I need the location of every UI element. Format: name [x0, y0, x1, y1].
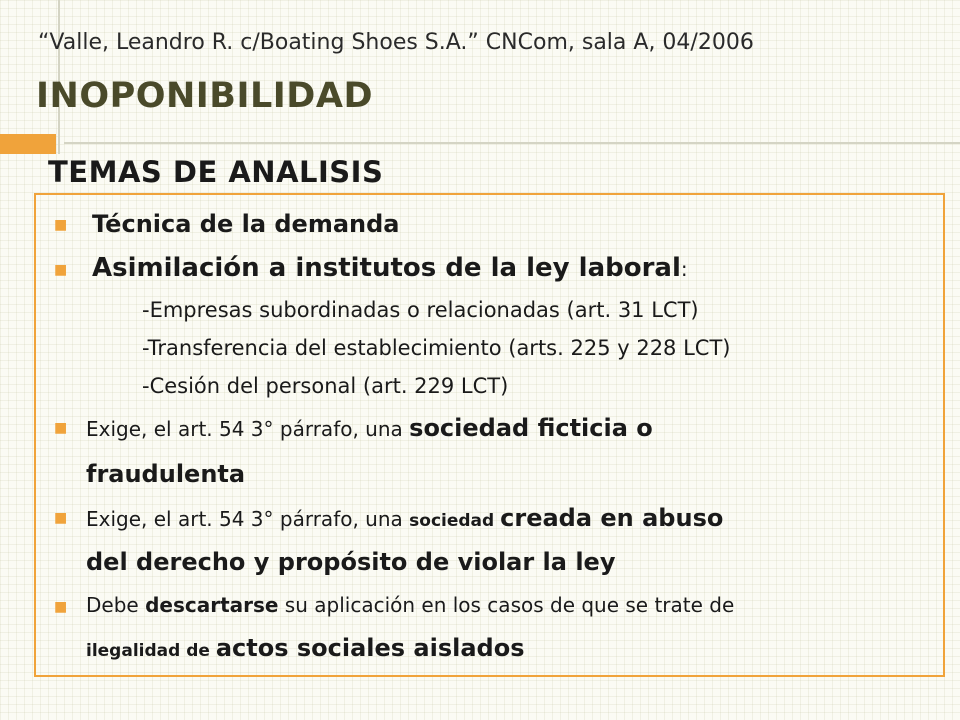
sub-item-empresas: -Empresas subordinadas o relacionadas (art. 31 LCT): [142, 298, 699, 322]
item5-middle: su aplicación en los casos de que se trate de: [278, 593, 735, 617]
item4-line2: del derecho y propósito de violar la ley: [86, 548, 616, 576]
list-item-descartarse: [86, 593, 734, 617]
bullet-icon: ■: [54, 510, 68, 526]
item3-emphasis: sociedad ficticia o: [409, 414, 653, 442]
item4-emphasis: creada en abuso: [500, 504, 724, 532]
item3-line2: fraudulenta: [86, 460, 246, 488]
sub-item-transferencia: -Transferencia del establecimiento (arts. 225 y 228 LCT): [142, 336, 731, 360]
item4-prefix: Exige, el art. 54 3° párrafo, una: [86, 507, 410, 531]
item5-line2: [86, 634, 525, 662]
item5-bold: descartarse: [145, 593, 279, 617]
bullet-icon: ■: [54, 420, 68, 436]
list-item-abuso: [86, 504, 723, 532]
item5-line2-emphasis: actos sociales aislados: [215, 634, 525, 662]
accent-bar: [0, 134, 56, 154]
case-citation: “Valle, Leandro R. c/Boating Shoes S.A.” CNCom, sala A, 04/2006: [38, 30, 754, 55]
section-title: TEMAS DE ANALISIS: [48, 155, 384, 189]
bullet-icon: ■: [54, 262, 68, 278]
list-item-asimilacion-label: Asimilación a institutos de la ley laboral: [92, 253, 681, 283]
item4-small-bold: sociedad: [409, 511, 501, 531]
item5-line2-bold: ilegalidad de: [86, 641, 216, 661]
list-item-ficticia: [86, 414, 653, 442]
header-rule: [64, 142, 960, 144]
sub-item-cesion: -Cesión del personal (art. 229 LCT): [142, 374, 509, 398]
list-item-asimilacion: [92, 253, 688, 283]
colon: :: [680, 257, 688, 281]
bullet-icon: ■: [54, 217, 68, 233]
list-item-tecnica: Técnica de la demanda: [92, 210, 400, 238]
bullet-icon: ■: [54, 599, 68, 615]
item3-prefix: Exige, el art. 54 3° párrafo, una: [86, 417, 410, 441]
item5-prefix: Debe: [86, 593, 146, 617]
slide-title: INOPONIBILIDAD: [36, 76, 374, 116]
